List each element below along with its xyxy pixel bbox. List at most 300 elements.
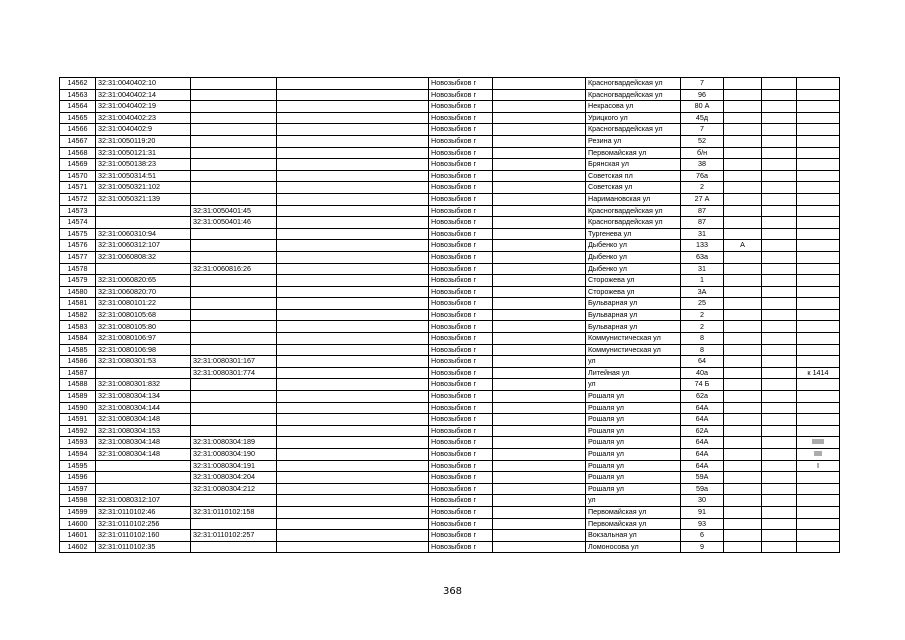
cell-empty-column-2 bbox=[493, 205, 586, 217]
cell-linked-cadastral-number: 32:31:0050401:46 bbox=[191, 217, 277, 229]
cell-empty-column-2 bbox=[493, 240, 586, 252]
cell-locality: Новозыбков г bbox=[429, 193, 493, 205]
cell-extra-column bbox=[762, 263, 797, 275]
cell-house-number: 6 bbox=[681, 530, 724, 542]
cell-house-number: 52 bbox=[681, 135, 724, 147]
cell-linked-cadastral-number bbox=[191, 402, 277, 414]
cell-row-number: 14596 bbox=[60, 472, 96, 484]
cell-row-number: 14597 bbox=[60, 483, 96, 495]
cell-extra-column bbox=[762, 530, 797, 542]
cell-cadastral-number: 32:31:0080304:134 bbox=[96, 391, 191, 403]
cell-empty-column bbox=[277, 263, 429, 275]
cell-linked-cadastral-number: 32:31:0050401:45 bbox=[191, 205, 277, 217]
cell-street: Красногвардейская ул bbox=[586, 89, 681, 101]
cell-cadastral-number bbox=[96, 460, 191, 472]
cell-note bbox=[797, 263, 840, 275]
cell-building-letter bbox=[724, 379, 762, 391]
cell-cadastral-number bbox=[96, 205, 191, 217]
cell-row-number: 14572 bbox=[60, 193, 96, 205]
table-row bbox=[60, 309, 840, 321]
cell-empty-column bbox=[277, 472, 429, 484]
cell-empty-column bbox=[277, 425, 429, 437]
table-row bbox=[60, 286, 840, 298]
table-row bbox=[60, 449, 840, 461]
cell-locality: Новозыбков г bbox=[429, 217, 493, 229]
cell-note bbox=[797, 170, 840, 182]
cell-locality: Новозыбков г bbox=[429, 344, 493, 356]
cell-row-number: 14601 bbox=[60, 530, 96, 542]
cell-linked-cadastral-number bbox=[191, 414, 277, 426]
table-row bbox=[60, 460, 840, 472]
cell-street: Красногвардейская ул bbox=[586, 217, 681, 229]
cell-house-number: 76а bbox=[681, 170, 724, 182]
cell-cadastral-number: 32:31:0080304:153 bbox=[96, 425, 191, 437]
table-row bbox=[60, 182, 840, 194]
cell-empty-column bbox=[277, 217, 429, 229]
cell-house-number: 2 bbox=[681, 321, 724, 333]
cell-building-letter bbox=[724, 356, 762, 368]
cell-linked-cadastral-number bbox=[191, 344, 277, 356]
cell-building-letter bbox=[724, 193, 762, 205]
cell-note bbox=[797, 193, 840, 205]
cell-house-number: 93 bbox=[681, 518, 724, 530]
cell-empty-column bbox=[277, 402, 429, 414]
cell-extra-column bbox=[762, 275, 797, 287]
cell-locality: Новозыбков г bbox=[429, 147, 493, 159]
cell-note bbox=[797, 472, 840, 484]
cell-street: Рошаля ул bbox=[586, 449, 681, 461]
cell-house-number: 31 bbox=[681, 228, 724, 240]
cell-extra-column bbox=[762, 356, 797, 368]
cell-building-letter bbox=[724, 298, 762, 310]
cell-street: Сторожева ул bbox=[586, 275, 681, 287]
cell-linked-cadastral-number bbox=[191, 251, 277, 263]
cell-cadastral-number: 32:31:0040402:14 bbox=[96, 89, 191, 101]
cell-linked-cadastral-number bbox=[191, 298, 277, 310]
cell-house-number: 133 bbox=[681, 240, 724, 252]
cell-house-number: 40а bbox=[681, 367, 724, 379]
cell-extra-column bbox=[762, 425, 797, 437]
cell-extra-column bbox=[762, 402, 797, 414]
cell-cadastral-number: 32:31:0060820:65 bbox=[96, 275, 191, 287]
cell-note bbox=[797, 379, 840, 391]
cell-street: ул bbox=[586, 495, 681, 507]
cell-extra-column bbox=[762, 251, 797, 263]
cell-locality: Новозыбков г bbox=[429, 298, 493, 310]
cell-empty-column bbox=[277, 518, 429, 530]
cell-note bbox=[797, 298, 840, 310]
cell-street: Рошаля ул bbox=[586, 483, 681, 495]
cell-linked-cadastral-number bbox=[191, 518, 277, 530]
cell-note bbox=[797, 414, 840, 426]
cell-empty-column-2 bbox=[493, 425, 586, 437]
cell-locality: Новозыбков г bbox=[429, 89, 493, 101]
cell-empty-column-2 bbox=[493, 518, 586, 530]
table-row bbox=[60, 298, 840, 310]
cell-row-number: 14598 bbox=[60, 495, 96, 507]
cell-linked-cadastral-number bbox=[191, 112, 277, 124]
cell-empty-column bbox=[277, 530, 429, 542]
table-row bbox=[60, 506, 840, 518]
cell-linked-cadastral-number bbox=[191, 228, 277, 240]
cell-street: Литейная ул bbox=[586, 367, 681, 379]
cell-cadastral-number: 32:31:0060312:107 bbox=[96, 240, 191, 252]
table-row bbox=[60, 333, 840, 345]
cell-linked-cadastral-number bbox=[191, 425, 277, 437]
cell-empty-column-2 bbox=[493, 124, 586, 136]
cell-cadastral-number: 32:31:0080304:148 bbox=[96, 449, 191, 461]
cell-cadastral-number: 32:31:0080105:80 bbox=[96, 321, 191, 333]
cell-extra-column bbox=[762, 518, 797, 530]
cell-locality: Новозыбков г bbox=[429, 182, 493, 194]
cell-house-number: 3А bbox=[681, 286, 724, 298]
cell-empty-column bbox=[277, 89, 429, 101]
cell-street: Урицкого ул bbox=[586, 112, 681, 124]
cell-house-number: 64А bbox=[681, 402, 724, 414]
cell-street: Коммунистическая ул bbox=[586, 344, 681, 356]
cell-cadastral-number: 32:31:0050138:23 bbox=[96, 159, 191, 171]
cell-house-number: б/н bbox=[681, 147, 724, 159]
cell-locality: Новозыбков г bbox=[429, 275, 493, 287]
cell-locality: Новозыбков г bbox=[429, 425, 493, 437]
cell-note bbox=[797, 275, 840, 287]
cell-building-letter bbox=[724, 518, 762, 530]
cell-cadastral-number bbox=[96, 472, 191, 484]
cell-street: Ломоносова ул bbox=[586, 541, 681, 553]
cell-house-number: 25 bbox=[681, 298, 724, 310]
cell-row-number: 14567 bbox=[60, 135, 96, 147]
cell-empty-column-2 bbox=[493, 414, 586, 426]
cell-extra-column bbox=[762, 170, 797, 182]
cell-empty-column bbox=[277, 356, 429, 368]
cell-extra-column bbox=[762, 333, 797, 345]
cell-locality: Новозыбков г bbox=[429, 112, 493, 124]
cell-building-letter bbox=[724, 147, 762, 159]
cell-empty-column-2 bbox=[493, 228, 586, 240]
cell-row-number: 14571 bbox=[60, 182, 96, 194]
cell-linked-cadastral-number: 32:31:0110102:158 bbox=[191, 506, 277, 518]
cell-extra-column bbox=[762, 159, 797, 171]
cell-empty-column-2 bbox=[493, 89, 586, 101]
cell-empty-column bbox=[277, 506, 429, 518]
cell-empty-column-2 bbox=[493, 286, 586, 298]
cell-street: Рошаля ул bbox=[586, 402, 681, 414]
cell-empty-column bbox=[277, 78, 429, 90]
cell-street: Красногвардейская ул bbox=[586, 124, 681, 136]
cell-empty-column-2 bbox=[493, 159, 586, 171]
cell-note: IIII bbox=[797, 449, 840, 461]
cell-empty-column bbox=[277, 379, 429, 391]
cell-empty-column-2 bbox=[493, 379, 586, 391]
table-row bbox=[60, 89, 840, 101]
cell-note bbox=[797, 182, 840, 194]
cell-extra-column bbox=[762, 147, 797, 159]
cell-building-letter bbox=[724, 112, 762, 124]
cell-note: I bbox=[797, 460, 840, 472]
cell-locality: Новозыбков г bbox=[429, 449, 493, 461]
cell-empty-column-2 bbox=[493, 78, 586, 90]
cell-row-number: 14564 bbox=[60, 101, 96, 113]
cell-locality: Новозыбков г bbox=[429, 286, 493, 298]
cell-note bbox=[797, 135, 840, 147]
cell-linked-cadastral-number bbox=[191, 541, 277, 553]
cell-empty-column-2 bbox=[493, 275, 586, 287]
cell-cadastral-number: 32:31:0110102:160 bbox=[96, 530, 191, 542]
cell-extra-column bbox=[762, 321, 797, 333]
cell-cadastral-number: 32:31:0060820:70 bbox=[96, 286, 191, 298]
table-row bbox=[60, 147, 840, 159]
cell-empty-column-2 bbox=[493, 460, 586, 472]
cell-locality: Новозыбков г bbox=[429, 333, 493, 345]
cell-extra-column bbox=[762, 124, 797, 136]
cell-linked-cadastral-number bbox=[191, 135, 277, 147]
cell-house-number: 45д bbox=[681, 112, 724, 124]
table-row bbox=[60, 356, 840, 368]
table-row bbox=[60, 414, 840, 426]
cell-linked-cadastral-number bbox=[191, 321, 277, 333]
cell-house-number: 63а bbox=[681, 251, 724, 263]
cell-extra-column bbox=[762, 483, 797, 495]
cell-extra-column bbox=[762, 472, 797, 484]
cell-empty-column bbox=[277, 101, 429, 113]
cell-building-letter bbox=[724, 275, 762, 287]
cell-row-number: 14594 bbox=[60, 449, 96, 461]
cell-empty-column bbox=[277, 414, 429, 426]
cell-locality: Новозыбков г bbox=[429, 391, 493, 403]
cell-house-number: 7 bbox=[681, 124, 724, 136]
table-row bbox=[60, 251, 840, 263]
cell-row-number: 14578 bbox=[60, 263, 96, 275]
cell-linked-cadastral-number bbox=[191, 101, 277, 113]
cell-house-number: 64А bbox=[681, 449, 724, 461]
cell-empty-column bbox=[277, 182, 429, 194]
cell-house-number: 38 bbox=[681, 159, 724, 171]
cell-locality: Новозыбков г bbox=[429, 437, 493, 449]
cell-building-letter bbox=[724, 135, 762, 147]
cell-linked-cadastral-number bbox=[191, 379, 277, 391]
cell-empty-column bbox=[277, 344, 429, 356]
cell-linked-cadastral-number: 32:31:0080304:191 bbox=[191, 460, 277, 472]
cell-row-number: 14588 bbox=[60, 379, 96, 391]
cell-street: Советская ул bbox=[586, 182, 681, 194]
cell-note bbox=[797, 356, 840, 368]
cell-extra-column bbox=[762, 205, 797, 217]
cell-cadastral-number: 32:31:0050314:51 bbox=[96, 170, 191, 182]
cell-street: Сторожева ул bbox=[586, 286, 681, 298]
cell-building-letter bbox=[724, 344, 762, 356]
cell-empty-column-2 bbox=[493, 356, 586, 368]
cell-row-number: 14562 bbox=[60, 78, 96, 90]
cell-extra-column bbox=[762, 506, 797, 518]
cell-locality: Новозыбков г bbox=[429, 483, 493, 495]
cell-row-number: 14580 bbox=[60, 286, 96, 298]
cell-building-letter bbox=[724, 228, 762, 240]
cell-linked-cadastral-number bbox=[191, 286, 277, 298]
cell-street: Бульварная ул bbox=[586, 298, 681, 310]
cell-house-number: 80 А bbox=[681, 101, 724, 113]
table-row bbox=[60, 437, 840, 449]
cell-empty-column bbox=[277, 240, 429, 252]
cell-building-letter bbox=[724, 483, 762, 495]
cell-building-letter bbox=[724, 124, 762, 136]
cell-building-letter bbox=[724, 333, 762, 345]
cell-street: Дыбенко ул bbox=[586, 251, 681, 263]
table-row bbox=[60, 379, 840, 391]
cell-cadastral-number: 32:31:0060808:32 bbox=[96, 251, 191, 263]
cell-extra-column bbox=[762, 228, 797, 240]
cell-house-number: 87 bbox=[681, 217, 724, 229]
cell-extra-column bbox=[762, 217, 797, 229]
cell-cadastral-number bbox=[96, 367, 191, 379]
cell-extra-column bbox=[762, 101, 797, 113]
cell-empty-column bbox=[277, 124, 429, 136]
cell-house-number: 64 bbox=[681, 356, 724, 368]
cell-building-letter bbox=[724, 391, 762, 403]
cell-note bbox=[797, 112, 840, 124]
cell-house-number: 87 bbox=[681, 205, 724, 217]
cell-empty-column-2 bbox=[493, 391, 586, 403]
cell-empty-column bbox=[277, 298, 429, 310]
cell-empty-column bbox=[277, 391, 429, 403]
cell-row-number: 14574 bbox=[60, 217, 96, 229]
cell-house-number: 8 bbox=[681, 333, 724, 345]
cell-note bbox=[797, 518, 840, 530]
cell-note bbox=[797, 506, 840, 518]
cell-empty-column-2 bbox=[493, 449, 586, 461]
table-row bbox=[60, 391, 840, 403]
cell-street: Первомайская ул bbox=[586, 147, 681, 159]
cell-locality: Новозыбков г bbox=[429, 541, 493, 553]
cell-empty-column bbox=[277, 193, 429, 205]
cell-street: ул bbox=[586, 379, 681, 391]
table-row bbox=[60, 159, 840, 171]
cell-note bbox=[797, 217, 840, 229]
cell-empty-column bbox=[277, 135, 429, 147]
cell-house-number: 9 bbox=[681, 541, 724, 553]
cell-note bbox=[797, 159, 840, 171]
cell-building-letter bbox=[724, 89, 762, 101]
table-row bbox=[60, 483, 840, 495]
cell-empty-column-2 bbox=[493, 402, 586, 414]
cell-street: Красногвардейская ул bbox=[586, 205, 681, 217]
cell-empty-column-2 bbox=[493, 506, 586, 518]
cell-row-number: 14589 bbox=[60, 391, 96, 403]
cell-building-letter bbox=[724, 472, 762, 484]
cell-empty-column-2 bbox=[493, 367, 586, 379]
table-row bbox=[60, 367, 840, 379]
cell-cadastral-number: 32:31:0080106:97 bbox=[96, 333, 191, 345]
cell-row-number: 14591 bbox=[60, 414, 96, 426]
cell-empty-column bbox=[277, 170, 429, 182]
cell-row-number: 14600 bbox=[60, 518, 96, 530]
cell-note: IIIIII bbox=[797, 437, 840, 449]
cell-street: Первомайская ул bbox=[586, 518, 681, 530]
cell-empty-column-2 bbox=[493, 530, 586, 542]
cell-cadastral-number: 32:31:0080106:98 bbox=[96, 344, 191, 356]
cell-note bbox=[797, 205, 840, 217]
cell-cadastral-number: 32:31:0080301:53 bbox=[96, 356, 191, 368]
cell-house-number: 62а bbox=[681, 391, 724, 403]
cell-house-number: 74 Б bbox=[681, 379, 724, 391]
cell-locality: Новозыбков г bbox=[429, 135, 493, 147]
table-row bbox=[60, 78, 840, 90]
cell-empty-column-2 bbox=[493, 101, 586, 113]
cell-linked-cadastral-number: 32:31:0080301:167 bbox=[191, 356, 277, 368]
cell-note bbox=[797, 402, 840, 414]
cell-locality: Новозыбков г bbox=[429, 472, 493, 484]
cell-locality: Новозыбков г bbox=[429, 228, 493, 240]
cell-note bbox=[797, 78, 840, 90]
cell-building-letter bbox=[724, 437, 762, 449]
cell-cadastral-number: 32:31:0080301:832 bbox=[96, 379, 191, 391]
table-body bbox=[60, 78, 840, 553]
cell-cadastral-number: 32:31:0040402:10 bbox=[96, 78, 191, 90]
cell-row-number: 14568 bbox=[60, 147, 96, 159]
table-row bbox=[60, 530, 840, 542]
cell-building-letter bbox=[724, 495, 762, 507]
cell-locality: Новозыбков г bbox=[429, 356, 493, 368]
cell-extra-column bbox=[762, 135, 797, 147]
table-row bbox=[60, 217, 840, 229]
cell-locality: Новозыбков г bbox=[429, 379, 493, 391]
cell-note bbox=[797, 228, 840, 240]
cell-building-letter bbox=[724, 541, 762, 553]
table-row bbox=[60, 124, 840, 136]
cell-building-letter bbox=[724, 78, 762, 90]
cell-linked-cadastral-number: 32:31:0060816:26 bbox=[191, 263, 277, 275]
cell-extra-column bbox=[762, 437, 797, 449]
cell-note bbox=[797, 391, 840, 403]
cell-note bbox=[797, 483, 840, 495]
cell-empty-column bbox=[277, 309, 429, 321]
cell-street: Резина ул bbox=[586, 135, 681, 147]
cell-note bbox=[797, 530, 840, 542]
cell-building-letter bbox=[724, 460, 762, 472]
cell-row-number: 14565 bbox=[60, 112, 96, 124]
cell-empty-column bbox=[277, 228, 429, 240]
cell-row-number: 14575 bbox=[60, 228, 96, 240]
cell-empty-column-2 bbox=[493, 298, 586, 310]
cell-house-number: 2 bbox=[681, 309, 724, 321]
table-row bbox=[60, 495, 840, 507]
cell-empty-column bbox=[277, 541, 429, 553]
cell-locality: Новозыбков г bbox=[429, 414, 493, 426]
cell-row-number: 14592 bbox=[60, 425, 96, 437]
cell-house-number: 59а bbox=[681, 483, 724, 495]
cell-building-letter bbox=[724, 286, 762, 298]
cell-locality: Новозыбков г bbox=[429, 506, 493, 518]
cell-street: Красногвардейская ул bbox=[586, 78, 681, 90]
cell-empty-column bbox=[277, 147, 429, 159]
cell-locality: Новозыбков г bbox=[429, 309, 493, 321]
cell-linked-cadastral-number bbox=[191, 391, 277, 403]
cell-empty-column bbox=[277, 251, 429, 263]
table-row bbox=[60, 101, 840, 113]
cell-building-letter bbox=[724, 182, 762, 194]
cell-empty-column-2 bbox=[493, 437, 586, 449]
table-row bbox=[60, 472, 840, 484]
cell-empty-column bbox=[277, 495, 429, 507]
table-row bbox=[60, 541, 840, 553]
cell-street: Рошаля ул bbox=[586, 472, 681, 484]
cell-note bbox=[797, 321, 840, 333]
cell-house-number: 64А bbox=[681, 414, 724, 426]
cell-cadastral-number: 32:31:0080304:144 bbox=[96, 402, 191, 414]
cell-note bbox=[797, 344, 840, 356]
cell-cadastral-number: 32:31:0060310:94 bbox=[96, 228, 191, 240]
cell-building-letter bbox=[724, 530, 762, 542]
cell-cadastral-number: 32:31:0050321:139 bbox=[96, 193, 191, 205]
